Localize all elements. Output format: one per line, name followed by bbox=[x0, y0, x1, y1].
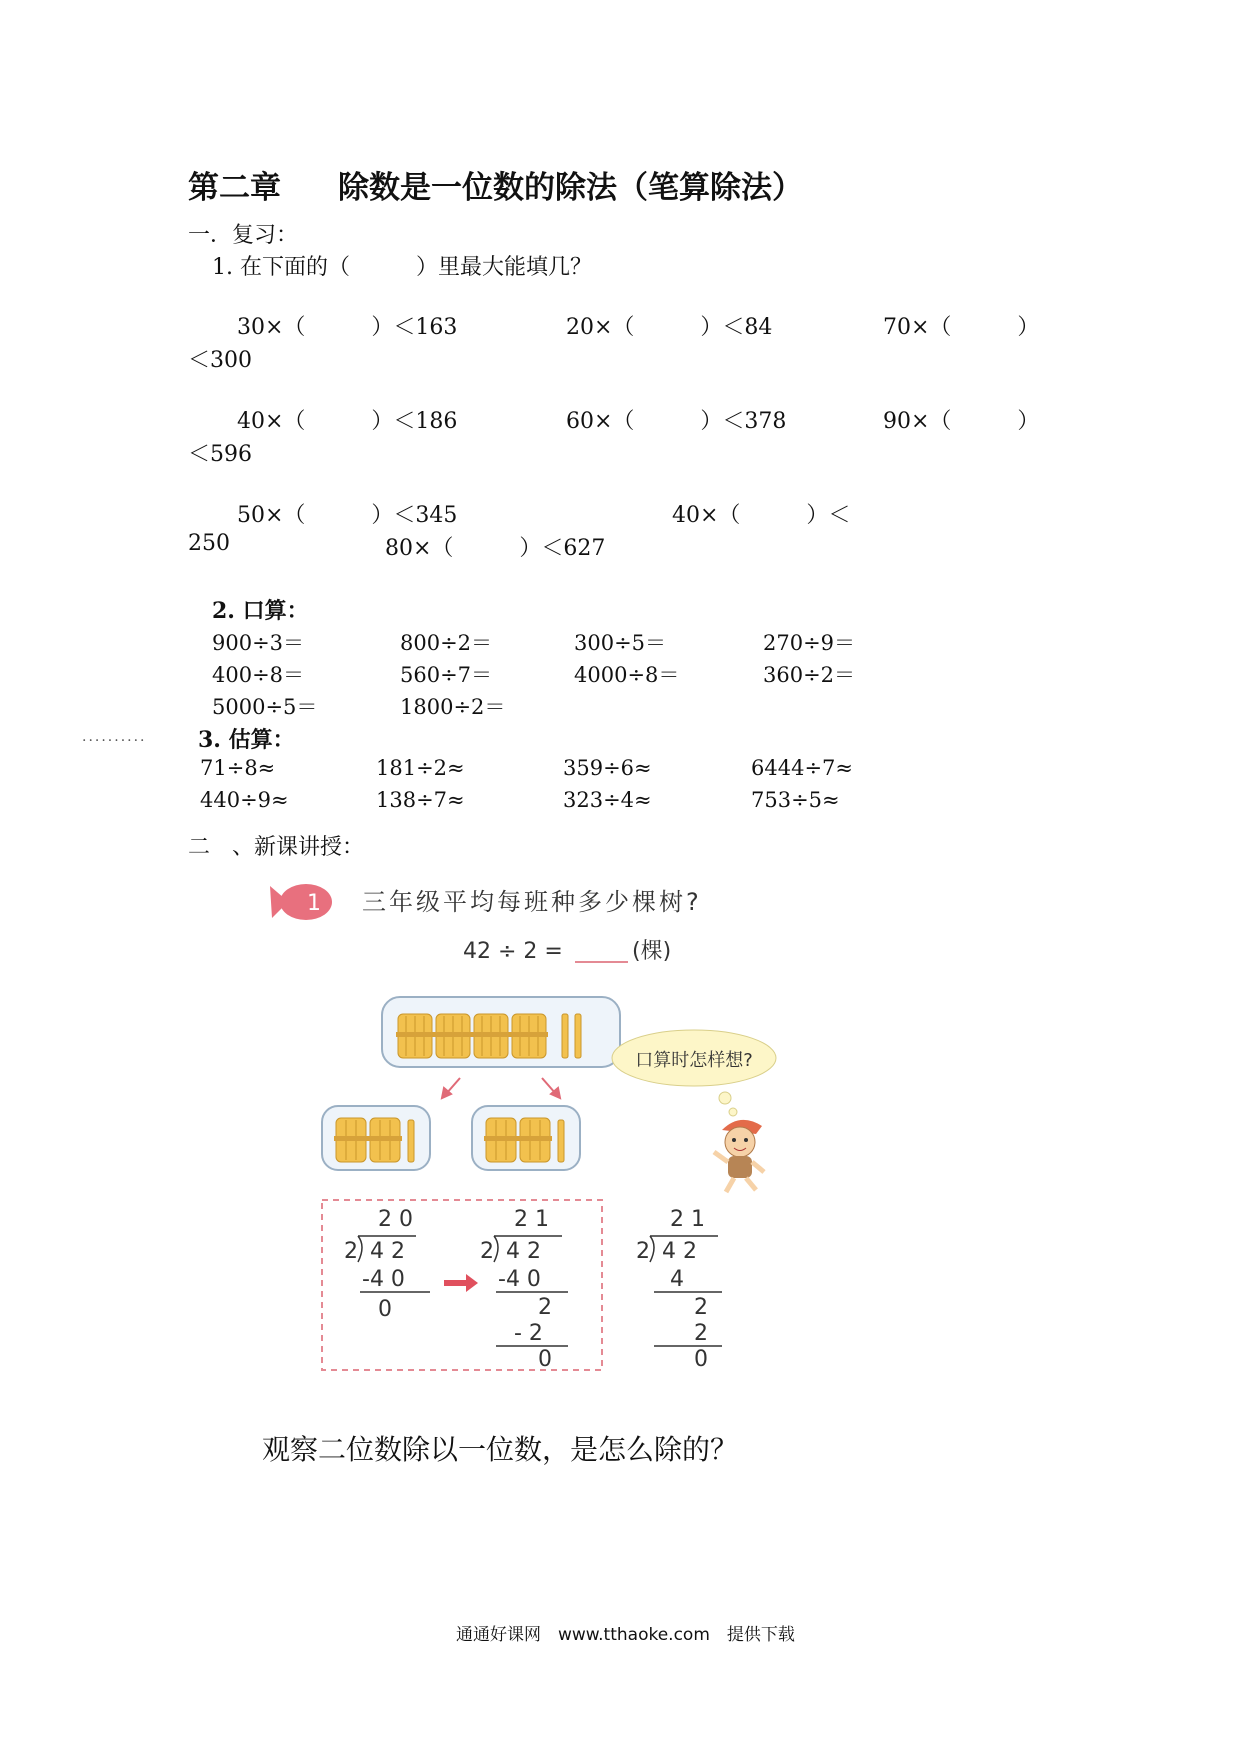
estimate-item: 138÷7≈ bbox=[376, 788, 465, 812]
estimate-item: 440÷9≈ bbox=[200, 788, 289, 812]
q1-item: 70×（ ） bbox=[883, 315, 1040, 340]
estimate-item: 359÷6≈ bbox=[563, 756, 652, 780]
subtrahend-1: -4 0 bbox=[362, 1267, 405, 1292]
q1-item: 50×（ ）＜345 bbox=[237, 503, 458, 528]
child-character-icon bbox=[714, 1120, 764, 1192]
bubble-text: 口算时怎样想? bbox=[635, 1050, 753, 1071]
dividend-2: 4 2 bbox=[506, 1239, 541, 1264]
subtrahend-2a: -4 0 bbox=[498, 1267, 541, 1292]
long-division-3 bbox=[636, 1207, 722, 1372]
remainder-2: 0 bbox=[538, 1347, 552, 1372]
divisor-3: 2 bbox=[636, 1239, 650, 1264]
long-division-2 bbox=[480, 1207, 568, 1372]
figure-svg bbox=[270, 880, 880, 1410]
estimate-item: 181÷2≈ bbox=[376, 756, 465, 780]
estimate-item: 323÷4≈ bbox=[563, 788, 652, 812]
estimate-item: 71÷8≈ bbox=[200, 756, 276, 780]
dividend-3: 4 2 bbox=[662, 1239, 697, 1264]
divisor-1: 2 bbox=[344, 1239, 358, 1264]
figure-question: 三年级平均每班种多少棵树? bbox=[362, 888, 702, 916]
mental-item: 800÷2＝ bbox=[400, 631, 493, 655]
mental-item: 300÷5＝ bbox=[574, 631, 667, 655]
long-division-1 bbox=[344, 1207, 430, 1322]
chapter-number: 第二章 bbox=[188, 170, 281, 206]
subtrahend-3b: 2 bbox=[694, 1321, 708, 1346]
mental-item: 4000÷8＝ bbox=[574, 663, 680, 687]
mental-item: 5000÷5＝ bbox=[212, 695, 318, 719]
dotted-leader: ·········· bbox=[82, 733, 147, 749]
subtrahend-3a: 4 bbox=[670, 1267, 684, 1292]
observe-question: 观察二位数除以一位数，是怎么除的？ bbox=[262, 1433, 739, 1466]
quotient-1: 2 0 bbox=[378, 1207, 413, 1232]
divisor-2: 2 bbox=[480, 1239, 494, 1264]
review-heading: 一．复习： bbox=[188, 223, 299, 248]
q1-item: 90×（ ） bbox=[883, 409, 1040, 434]
mental-item: 400÷8＝ bbox=[212, 663, 305, 687]
estimate-item: 6444÷7≈ bbox=[751, 756, 853, 780]
mental-item: 560÷7＝ bbox=[400, 663, 493, 687]
q1-item: 20×（ ）＜84 bbox=[566, 315, 773, 340]
q1-item-wrap: 250 bbox=[188, 531, 230, 556]
badge-number: 1 bbox=[307, 891, 321, 916]
thought-bubble-icon bbox=[612, 1030, 776, 1116]
q1-item-wrap: ＜300 bbox=[188, 348, 252, 373]
estimate-item: 753÷5≈ bbox=[751, 788, 840, 812]
textbook-figure bbox=[270, 880, 880, 1410]
bring-down-3: 2 bbox=[694, 1295, 708, 1320]
figure-equation: 42 ÷ 2 = bbox=[463, 939, 563, 964]
quotient-3: 2 1 bbox=[670, 1207, 705, 1232]
figure-unit: (棵) bbox=[632, 939, 672, 964]
fish-badge-icon bbox=[270, 884, 332, 920]
mental-item: 270÷9＝ bbox=[763, 631, 856, 655]
page-title: 除数是一位数的除法（笔算除法） bbox=[338, 170, 803, 206]
quotient-2: 2 1 bbox=[514, 1207, 549, 1232]
dividend-1: 4 2 bbox=[370, 1239, 405, 1264]
subtrahend-2b: - 2 bbox=[514, 1321, 543, 1346]
q2-label: 2. 口算： bbox=[212, 598, 309, 624]
mental-item: 360÷2＝ bbox=[763, 663, 856, 687]
q1-item-wrap: ＜596 bbox=[188, 442, 252, 467]
q1-label: 1. 在下面的（ ）里最大能填几？ bbox=[212, 255, 592, 280]
footer-credit: 通通好课网 www.tthaoke.com 提供下载 bbox=[456, 1625, 795, 1645]
q1-item: 30×（ ）＜163 bbox=[237, 315, 458, 340]
q1-item: 40×（ ）＜ bbox=[672, 503, 851, 528]
split-arrows-icon bbox=[442, 1078, 560, 1098]
q1-item: 40×（ ）＜186 bbox=[237, 409, 458, 434]
q1-item: 80×（ ）＜627 bbox=[385, 536, 606, 561]
q3-label: 3. 估算： bbox=[198, 727, 295, 753]
remainder-3: 0 bbox=[694, 1347, 708, 1372]
mental-item: 1800÷2＝ bbox=[400, 695, 506, 719]
q1-item: 60×（ ）＜378 bbox=[566, 409, 787, 434]
mental-item: 900÷3＝ bbox=[212, 631, 305, 655]
remainder-1: 0 bbox=[378, 1297, 392, 1322]
bring-down-2: 2 bbox=[538, 1295, 552, 1320]
newlesson-heading: 二 、新课讲授： bbox=[188, 835, 365, 860]
next-step-arrow-icon bbox=[444, 1274, 478, 1292]
